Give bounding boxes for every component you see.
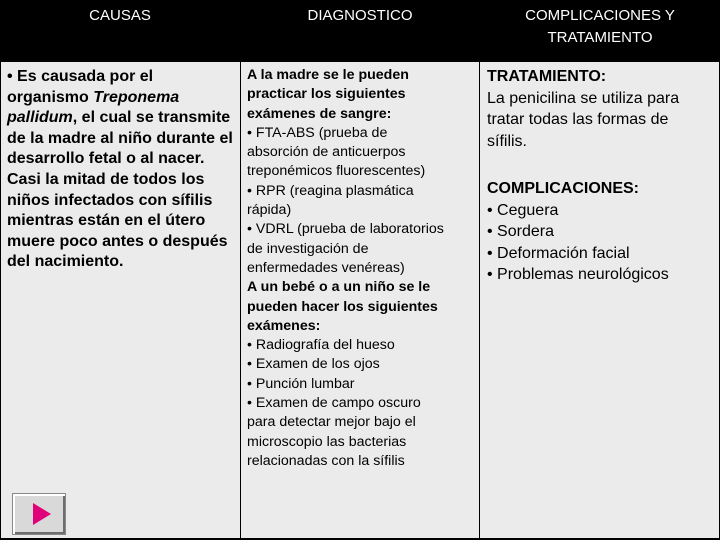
tratamiento-title: TRATAMIENTO: <box>487 68 607 85</box>
diagnostico-line: practicar los siguientes <box>247 86 406 103</box>
diagnostico-line: microscopio las bacterias <box>247 433 407 450</box>
play-triangle-icon <box>33 503 51 525</box>
table-header <box>0 0 720 62</box>
diagnostico-column <box>241 62 479 538</box>
diagnostico-line: treponémicos fluorescentes) <box>247 163 426 180</box>
tratamiento-line: sífilis. <box>487 132 527 150</box>
next-slide-button[interactable] <box>12 493 66 535</box>
organism-name: Treponema pallidum <box>7 88 180 127</box>
diagnostico-line: exámenes de sangre: <box>247 105 392 122</box>
header-complicaciones-label-1: COMPLICACIONES Y <box>525 7 675 24</box>
causas-column <box>1 62 240 538</box>
tratamiento-line: La penicilina se utiliza para <box>487 89 680 107</box>
diagnostico-line: • Examen de campo oscuro <box>247 395 421 412</box>
header-causas-label: CAUSAS <box>89 7 151 24</box>
diagnostico-line: • Examen de los ojos <box>247 356 380 373</box>
diagnostico-line: enfermedades venéreas) <box>247 259 405 276</box>
complicaciones-title: COMPLICACIONES: <box>487 180 639 197</box>
complicaciones-column <box>480 62 719 538</box>
diagnostico-line: • Radiografía del hueso <box>247 337 395 354</box>
diagnostico-line: pueden hacer los siguientes <box>247 298 438 315</box>
complicacion-item: • Deformación facial <box>487 244 630 262</box>
complicacion-item: • Ceguera <box>487 201 559 219</box>
diagnostico-line: para detectar mejor bajo el <box>247 414 416 431</box>
diagnostico-line: exámenes: <box>247 317 321 334</box>
tratamiento-line: tratar todas las formas de <box>487 111 669 128</box>
diagnostico-line: rápida) <box>247 202 292 219</box>
diagnostico-line: • RPR (reagina plasmática <box>247 182 414 199</box>
diagnostico-line: A la madre se le pueden <box>247 67 409 83</box>
complicacion-item: • Problemas neurológicos <box>487 266 669 283</box>
diagnostico-line: absorción de anticuerpos <box>247 144 406 161</box>
diagnostico-line: • FTA-ABS (prueba de <box>247 124 388 141</box>
diagnostico-line: A un bebé o a un niño se le <box>247 279 431 296</box>
complicacion-item: • Sordera <box>487 223 554 240</box>
diagnostico-line: • Punción lumbar <box>247 375 355 392</box>
diagnostico-line: • VDRL (prueba de laboratorios <box>247 221 444 238</box>
diagnostico-line: relacionadas con la sífilis <box>247 452 405 469</box>
causas-text: • Es causada por el organismo Treponema pallidum, el cual se transmite de la madre al niño durante el desarrollo fetal o al nacer. Casi la mitad de todos los niños infectados con sífilis mientras están en el útero muere poco antes o después del nacimiento. <box>7 68 233 271</box>
header-diagnostico <box>240 0 480 67</box>
header-complicaciones <box>480 0 720 67</box>
table-body <box>0 62 720 540</box>
header-complicaciones-label-2: TRATAMIENTO <box>547 29 653 46</box>
header-causas <box>0 0 240 67</box>
diagnostico-line: de investigación de <box>247 240 369 257</box>
header-diagnostico-label: DIAGNOSTICO <box>307 7 413 24</box>
